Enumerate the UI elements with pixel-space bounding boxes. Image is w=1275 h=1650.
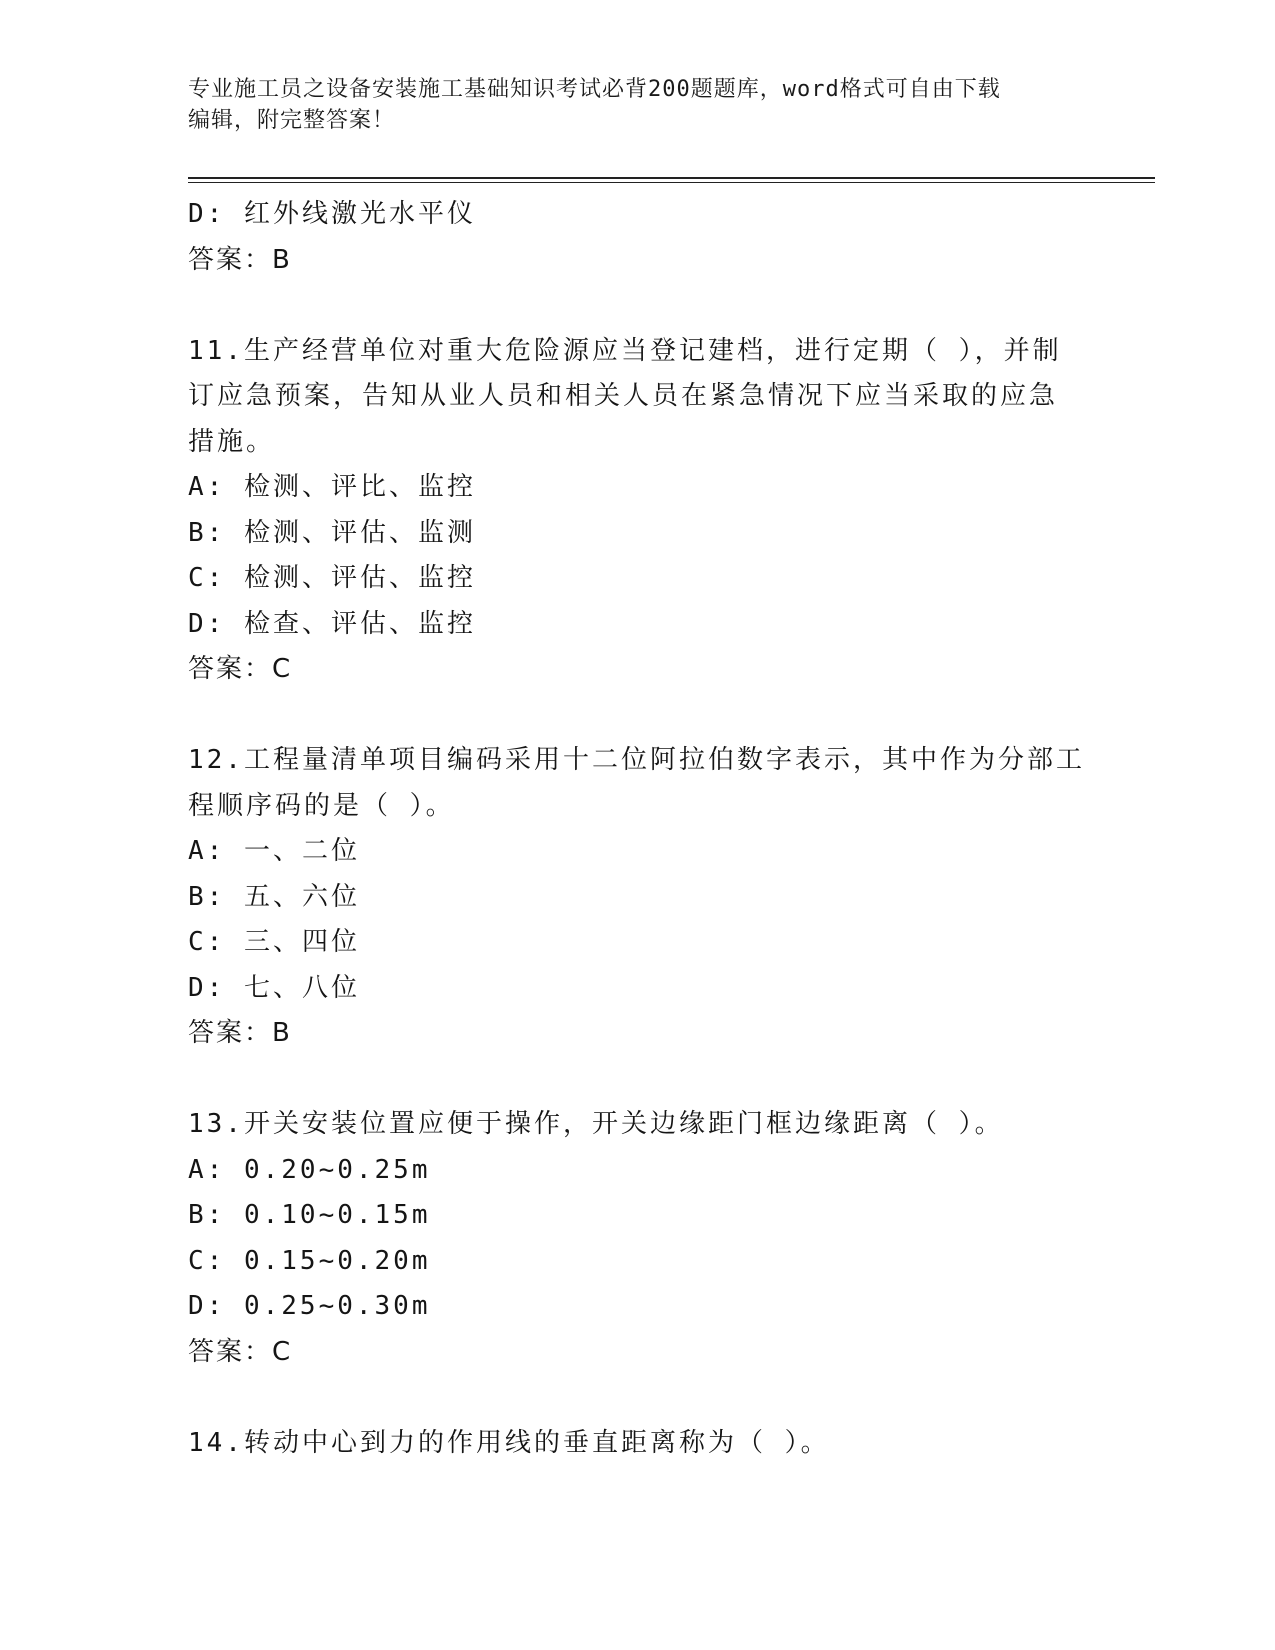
spacer xyxy=(188,1057,1088,1103)
option-d: D: 0.25~0.30m xyxy=(188,1291,431,1321)
question-list xyxy=(188,192,1088,1466)
question-12 xyxy=(188,738,1088,1057)
option-d: D: 红外线激光水平仪 xyxy=(188,199,476,229)
previous-question-tail xyxy=(188,192,1088,283)
question-text-line: 订应急预案，告知从业人员和相关人员在紧急情况下应当采取的应急 xyxy=(188,381,1059,411)
spacer xyxy=(188,693,1088,739)
answer-line: 答案：B xyxy=(188,1018,292,1048)
option-d: D: 七、八位 xyxy=(188,972,360,1003)
option-b: B: 五、六位 xyxy=(188,881,360,912)
header-line-1: 专业施工员之设备安装施工基础知识考试必背200题题库，word格式可自由下载 xyxy=(188,77,1001,102)
option-d: D: 检查、评估、监控 xyxy=(188,608,476,639)
option-c: C: 检测、评估、监控 xyxy=(188,563,476,593)
spacer xyxy=(188,1375,1088,1421)
question-text-line: 程顺序码的是（ ）。 xyxy=(188,790,455,821)
option-b: B: 检测、评估、监测 xyxy=(188,517,476,548)
option-c: C: 0.15~0.20m xyxy=(188,1245,431,1276)
question-text-line: 12.工程量清单项目编码采用十二位阿拉伯数字表示，其中作为分部工 xyxy=(188,745,1085,775)
question-14 xyxy=(188,1421,1088,1467)
option-b: B: 0.10~0.15m xyxy=(188,1200,431,1230)
question-text-line: 13.开关安装位置应便于操作，开关边缘距门框边缘距离（ ）。 xyxy=(188,1109,1004,1139)
option-a: A: 一、二位 xyxy=(188,836,360,866)
option-a: A: 检测、评比、监控 xyxy=(188,472,476,502)
header-divider-thick xyxy=(188,177,1155,179)
question-text-line: 措施。 xyxy=(188,426,276,457)
question-text-line: 14.转动中心到力的作用线的垂直距离称为（ ）。 xyxy=(188,1427,830,1458)
question-13 xyxy=(188,1102,1088,1375)
question-11 xyxy=(188,329,1088,693)
answer-line: 答案：C xyxy=(188,1336,293,1367)
header-divider-thin xyxy=(188,182,1155,183)
question-text-line: 11.生产经营单位对重大危险源应当登记建档，进行定期（ ），并制 xyxy=(188,335,1062,366)
answer-line: 答案：C xyxy=(188,654,293,684)
answer-line: 答案：B xyxy=(188,244,292,275)
option-c: C: 三、四位 xyxy=(188,927,360,957)
header-line-2: 编辑，附完整答案！ xyxy=(188,108,396,133)
option-a: A: 0.20~0.25m xyxy=(188,1154,431,1185)
document-header xyxy=(188,74,1088,136)
spacer xyxy=(188,283,1088,329)
